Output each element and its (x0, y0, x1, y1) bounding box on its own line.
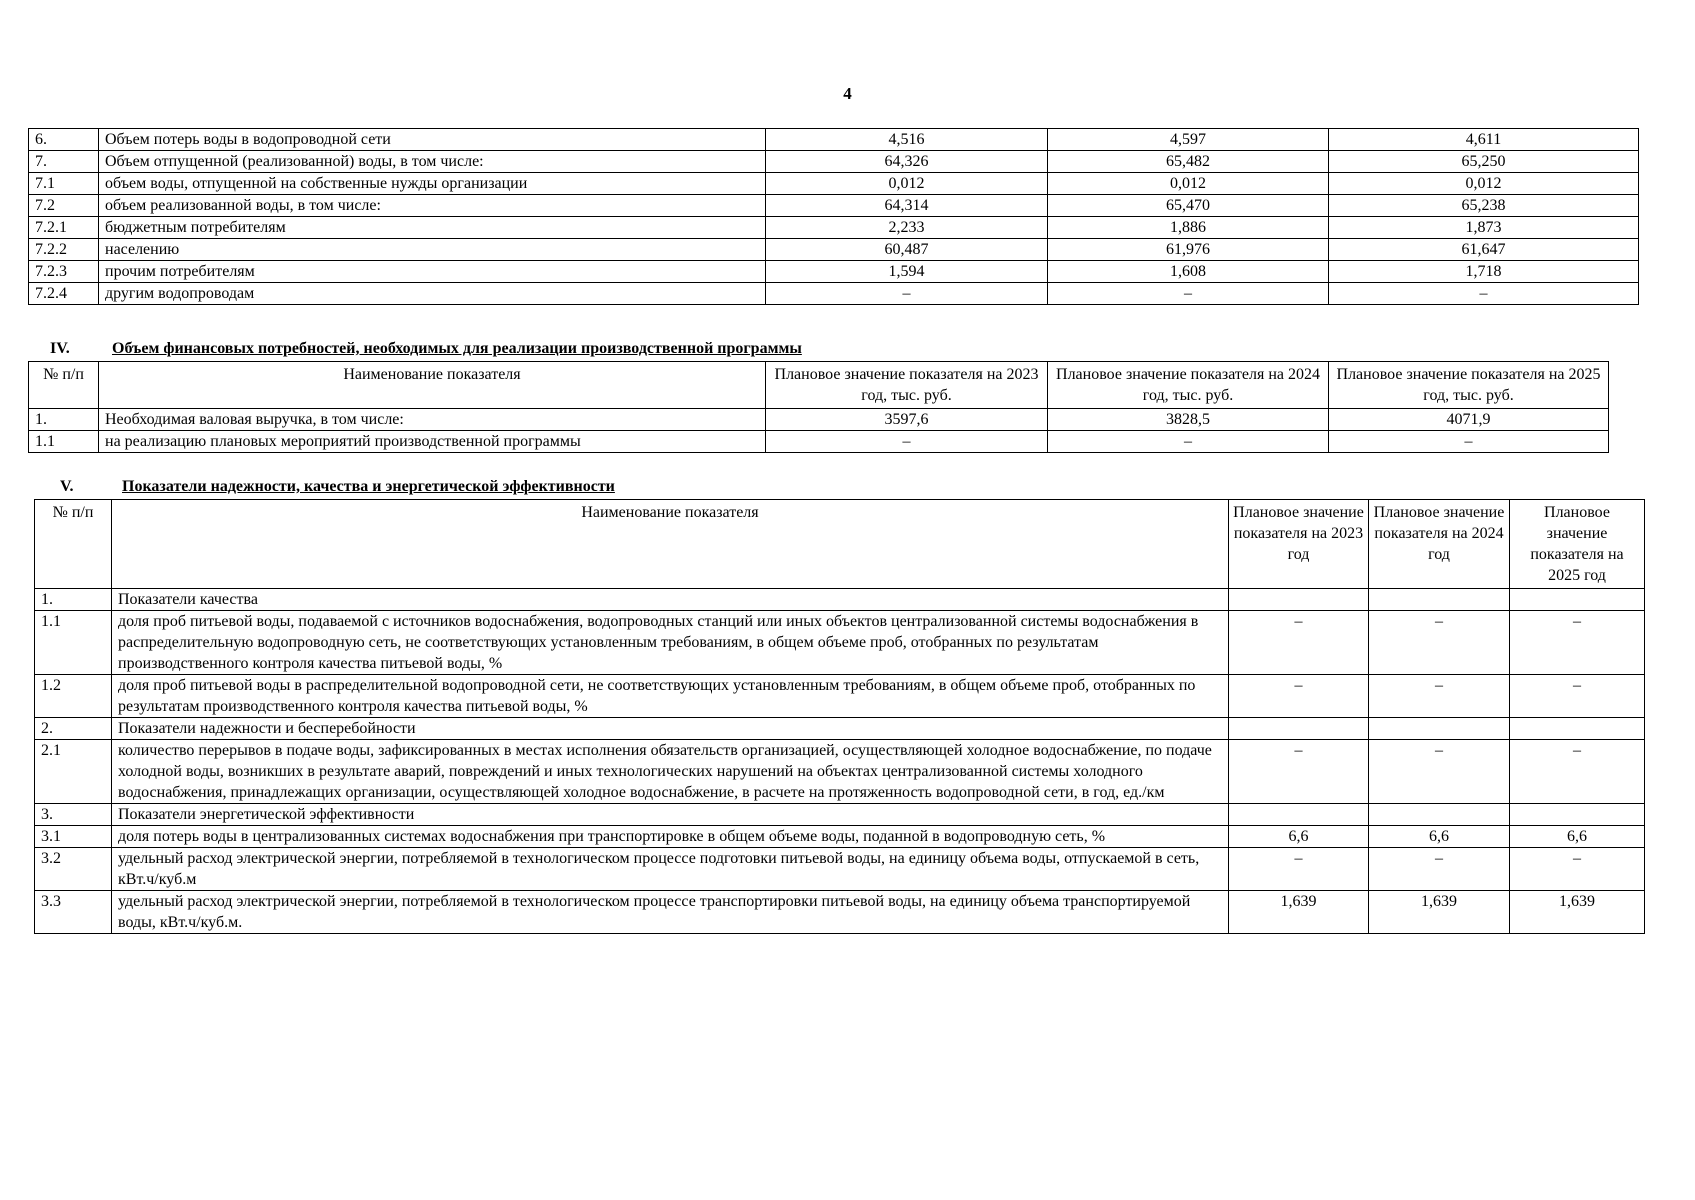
table-row (29, 217, 1639, 239)
row-number: 3. (35, 804, 112, 826)
row-number: 2. (35, 718, 112, 740)
value-2024: – (1369, 848, 1510, 891)
value-2024 (1369, 589, 1510, 611)
value-2023 (1229, 589, 1369, 611)
value-2025 (1510, 718, 1645, 740)
indicator-name: бюджетным потребителям (99, 217, 766, 239)
value-2024: 0,012 (1048, 173, 1329, 195)
table-row (35, 718, 1645, 740)
page-number: 4 (843, 84, 852, 103)
table-row (29, 195, 1639, 217)
value-2023 (1229, 804, 1369, 826)
row-number: 7.2.3 (29, 261, 99, 283)
header-name: Наименование показателя (112, 500, 1229, 589)
indicator-name: доля потерь воды в централизованных системах водоснабжения при транспортировке в общем объеме воды, поданной в водопроводную сеть, % (112, 826, 1229, 848)
indicator-name: удельный расход электрической энергии, потребляемой в технологическом процессе транспортировки питьевой воды, на единицу объема транспортируемой воды, кВт.ч/куб.м. (112, 891, 1229, 934)
reliability-quality-table (34, 499, 1645, 934)
value-2023: – (1229, 740, 1369, 804)
value-2025: – (1510, 611, 1645, 675)
table-row (35, 848, 1645, 891)
value-2023: 3597,6 (766, 409, 1048, 431)
section-iv-heading: Объем финансовых потребностей, необходимых для реализации производственной программы (112, 340, 802, 357)
table-row (29, 173, 1639, 195)
indicator-name: населению (99, 239, 766, 261)
value-2025: – (1329, 283, 1639, 305)
value-2023: 1,639 (1229, 891, 1369, 934)
value-2024: 65,470 (1048, 195, 1329, 217)
value-2024: – (1048, 431, 1329, 453)
header-2023: Плановое значение показателя на 2023 год, тыс. руб. (766, 362, 1048, 409)
row-number: 7.2.1 (29, 217, 99, 239)
value-2025 (1510, 589, 1645, 611)
row-number: 7.2.2 (29, 239, 99, 261)
indicator-name: другим водопроводам (99, 283, 766, 305)
value-2024: – (1369, 611, 1510, 675)
table-row (29, 283, 1639, 305)
value-2023: – (766, 283, 1048, 305)
header-2023: Плановое значение показателя на 2023 год (1229, 500, 1369, 589)
value-2025: 65,238 (1329, 195, 1639, 217)
value-2024: 1,608 (1048, 261, 1329, 283)
row-number: 7.1 (29, 173, 99, 195)
section-v-title (60, 478, 615, 496)
value-2025: 4,611 (1329, 129, 1639, 151)
row-number: 1.1 (29, 431, 99, 453)
value-2023: 1,594 (766, 261, 1048, 283)
table-row (29, 261, 1639, 283)
table-row (35, 826, 1645, 848)
indicator-name: доля проб питьевой воды в распределительной водопроводной сети, не соответствующих установленным требованиям, в общем объеме проб, отобранных по результатам производственного контроля качества питьевой воды, % (112, 675, 1229, 718)
row-number: 3.3 (35, 891, 112, 934)
table-row (29, 431, 1609, 453)
table-row (29, 129, 1639, 151)
header-number: № п/п (35, 500, 112, 589)
value-2025: – (1510, 848, 1645, 891)
table-row (35, 611, 1645, 675)
indicator-name: объем реализованной воды, в том числе: (99, 195, 766, 217)
header-number: № п/п (29, 362, 99, 409)
value-2025: – (1329, 431, 1609, 453)
value-2024: 1,639 (1369, 891, 1510, 934)
section-iv-title (50, 340, 802, 358)
value-2024: 65,482 (1048, 151, 1329, 173)
indicator-name: Объем отпущенной (реализованной) воды, в том числе: (99, 151, 766, 173)
value-2025: 1,873 (1329, 217, 1639, 239)
row-number: 7.2.4 (29, 283, 99, 305)
indicator-name: на реализацию плановых мероприятий производственной программы (99, 431, 766, 453)
row-number: 6. (29, 129, 99, 151)
water-volume-table (28, 128, 1639, 305)
value-2023 (1229, 718, 1369, 740)
value-2024: 3828,5 (1048, 409, 1329, 431)
header-2024: Плановое значение показателя на 2024 год (1369, 500, 1510, 589)
value-2023: 6,6 (1229, 826, 1369, 848)
indicator-name: количество перерывов в подаче воды, зафиксированных в местах исполнения обязательств организацией, осуществляющей холодное водоснабжение, по подаче холодной воды, возникших в результате аварий, повреждений и иных технологических нарушений на объектах централизованной системы холодного водоснабжения, принадлежащих организации, осуществляющей холодное водоснабжение, в расчете на протяженность водопроводной сети, в год, ед./км (112, 740, 1229, 804)
value-2023: – (1229, 848, 1369, 891)
value-2024 (1369, 718, 1510, 740)
table-header-row (29, 362, 1609, 409)
value-2024: – (1369, 675, 1510, 718)
header-2024: Плановое значение показателя на 2024 год, тыс. руб. (1048, 362, 1329, 409)
value-2024: 1,886 (1048, 217, 1329, 239)
table-row (29, 239, 1639, 261)
row-number: 1. (29, 409, 99, 431)
section-iv-number: IV. (50, 340, 70, 357)
value-2025: – (1510, 675, 1645, 718)
value-2025: 61,647 (1329, 239, 1639, 261)
value-2023: – (1229, 611, 1369, 675)
indicator-name: Необходимая валовая выручка, в том числе: (99, 409, 766, 431)
header-2025: Плановое значение показателя на 2025 год, тыс. руб. (1329, 362, 1609, 409)
section-v-heading: Показатели надежности, качества и энергетической эффективности (122, 478, 615, 495)
value-2023: 64,326 (766, 151, 1048, 173)
row-number: 2.1 (35, 740, 112, 804)
table-row (35, 675, 1645, 718)
header-name: Наименование показателя (99, 362, 766, 409)
value-2023: – (766, 431, 1048, 453)
indicator-name: Объем потерь воды в водопроводной сети (99, 129, 766, 151)
indicator-name: прочим потребителям (99, 261, 766, 283)
indicator-name: Показатели энергетической эффективности (112, 804, 1229, 826)
row-number: 3.2 (35, 848, 112, 891)
value-2024 (1369, 804, 1510, 826)
value-2025: – (1510, 740, 1645, 804)
value-2025: 0,012 (1329, 173, 1639, 195)
table-header-row (35, 500, 1645, 589)
value-2025: 65,250 (1329, 151, 1639, 173)
value-2025: 1,718 (1329, 261, 1639, 283)
header-2025: Плановое значение показателя на 2025 год (1510, 500, 1645, 589)
row-number: 7.2 (29, 195, 99, 217)
indicator-name: Показатели надежности и бесперебойности (112, 718, 1229, 740)
row-number: 1.2 (35, 675, 112, 718)
indicator-name: доля проб питьевой воды, подаваемой с источников водоснабжения, водопроводных станций или иных объектов централизованной системы водоснабжения в распределительную водопроводную сеть, не соответствующих установленным требованиям, в общем объеме проб, отобранных по результатам производственного контроля качества питьевой воды, % (112, 611, 1229, 675)
row-number: 7. (29, 151, 99, 173)
table-row (29, 151, 1639, 173)
table-row (35, 804, 1645, 826)
row-number: 1. (35, 589, 112, 611)
value-2025 (1510, 804, 1645, 826)
table-row (35, 740, 1645, 804)
value-2025: 1,639 (1510, 891, 1645, 934)
table-row (35, 891, 1645, 934)
value-2024: – (1369, 740, 1510, 804)
value-2023: 4,516 (766, 129, 1048, 151)
value-2024: 4,597 (1048, 129, 1329, 151)
value-2023: – (1229, 675, 1369, 718)
value-2023: 2,233 (766, 217, 1048, 239)
value-2023: 0,012 (766, 173, 1048, 195)
value-2025: 4071,9 (1329, 409, 1609, 431)
indicator-name: объем воды, отпущенной на собственные нужды организации (99, 173, 766, 195)
value-2023: 60,487 (766, 239, 1048, 261)
value-2024: 6,6 (1369, 826, 1510, 848)
financial-needs-table (28, 361, 1609, 453)
row-number: 1.1 (35, 611, 112, 675)
value-2023: 64,314 (766, 195, 1048, 217)
table-row (29, 409, 1609, 431)
value-2024: 61,976 (1048, 239, 1329, 261)
table-row (35, 589, 1645, 611)
row-number: 3.1 (35, 826, 112, 848)
indicator-name: Показатели качества (112, 589, 1229, 611)
value-2025: 6,6 (1510, 826, 1645, 848)
indicator-name: удельный расход электрической энергии, потребляемой в технологическом процессе подготовки питьевой воды, на единицу объема воды, отпускаемой в сеть, кВт.ч/куб.м (112, 848, 1229, 891)
value-2024: – (1048, 283, 1329, 305)
section-v-number: V. (60, 478, 74, 495)
